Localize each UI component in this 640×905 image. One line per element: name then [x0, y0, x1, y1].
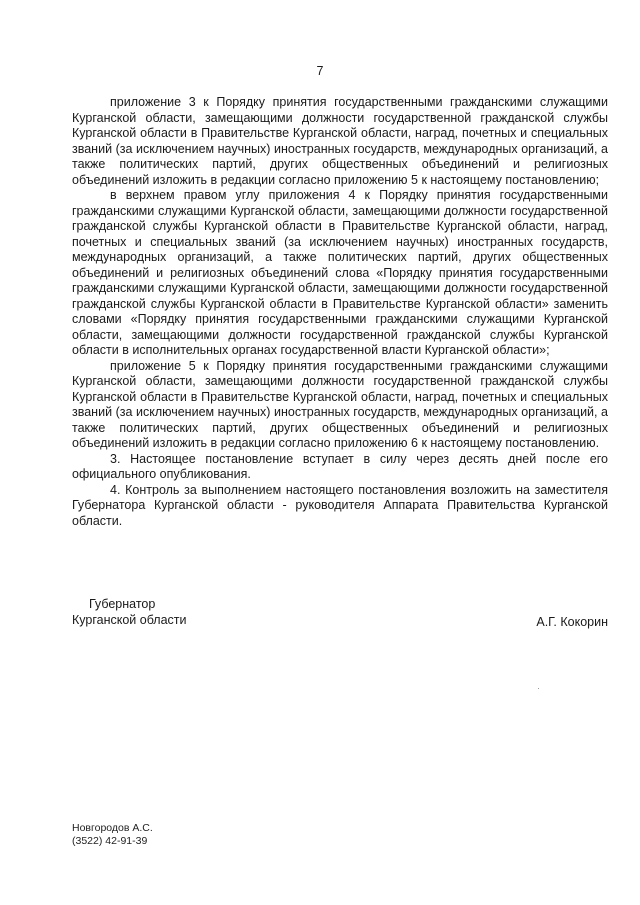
signatory-region: Курганской области [72, 613, 187, 627]
paragraph-appendix-5: приложение 5 к Порядку принятия государственными гражданскими служащими Курганской области, замещающими должности государственной гражданской службы Курганской области в Правительстве Курганской области, наград, почетных и специальных званий (за исключением научных) иностранных государств, международных организаций, а также политических партий, других общественных объединений и религиозных объединений изложить в редакции согласно приложению 6 к настоящему постановлению. [72, 358, 608, 450]
signatory-name: А.Г. Кокорин [536, 615, 608, 629]
scan-dot [538, 688, 539, 689]
signatory-title: Губернатор [89, 597, 156, 611]
signatory-position [72, 596, 608, 628]
paragraph-effective-date: 3. Настоящее постановление вступает в силу через десять дней после его официального опубликования. [72, 451, 608, 481]
document-body [72, 95, 608, 529]
executor-phone: (3522) 42-91-39 [72, 835, 148, 847]
page-number: 7 [316, 64, 324, 78]
executor-info [72, 822, 153, 848]
paragraph-appendix-4: в верхнем правом углу приложения 4 к Порядку принятия государственными гражданскими служащими Курганской области, замещающими должности государственной гражданской службы Курганской области в Правительстве Курганской области, наград, почетных и специальных званий (за исключением научных) иностранных государств, международных организаций, а также политических партий, других общественных объединений и религиозных объединений слова «Порядку принятия государственными гражданскими служащими Курганской области, замещающими должности государственной гражданской службы Курганской области в Правительстве Курганской области» заменить словами «Порядку принятия государственными гражданскими служащими Курганской области, замещающими должности государственной гражданской службы Курганской области в исполнительных органах государственной власти Курганской области»; [72, 188, 608, 357]
paragraph-appendix-3: приложение 3 к Порядку принятия государственными гражданскими служащими Курганской области, замещающими должности государственной гражданской службы Курганской области в Правительстве Курганской области, наград, почетных и специальных званий (за исключением научных) иностранных государств, международных организаций, а также политических партий, других общественных объединений и религиозных объединений изложить в редакции согласно приложению 5 к настоящему постановлению; [72, 95, 608, 187]
paragraph-control: 4. Контроль за выполнением настоящего постановления возложить на заместителя Губернатора Курганской области - руководителя Аппарата Правительства Курганской области. [72, 482, 608, 528]
executor-name: Новгородов А.С. [72, 822, 153, 834]
signature-block [72, 596, 608, 628]
